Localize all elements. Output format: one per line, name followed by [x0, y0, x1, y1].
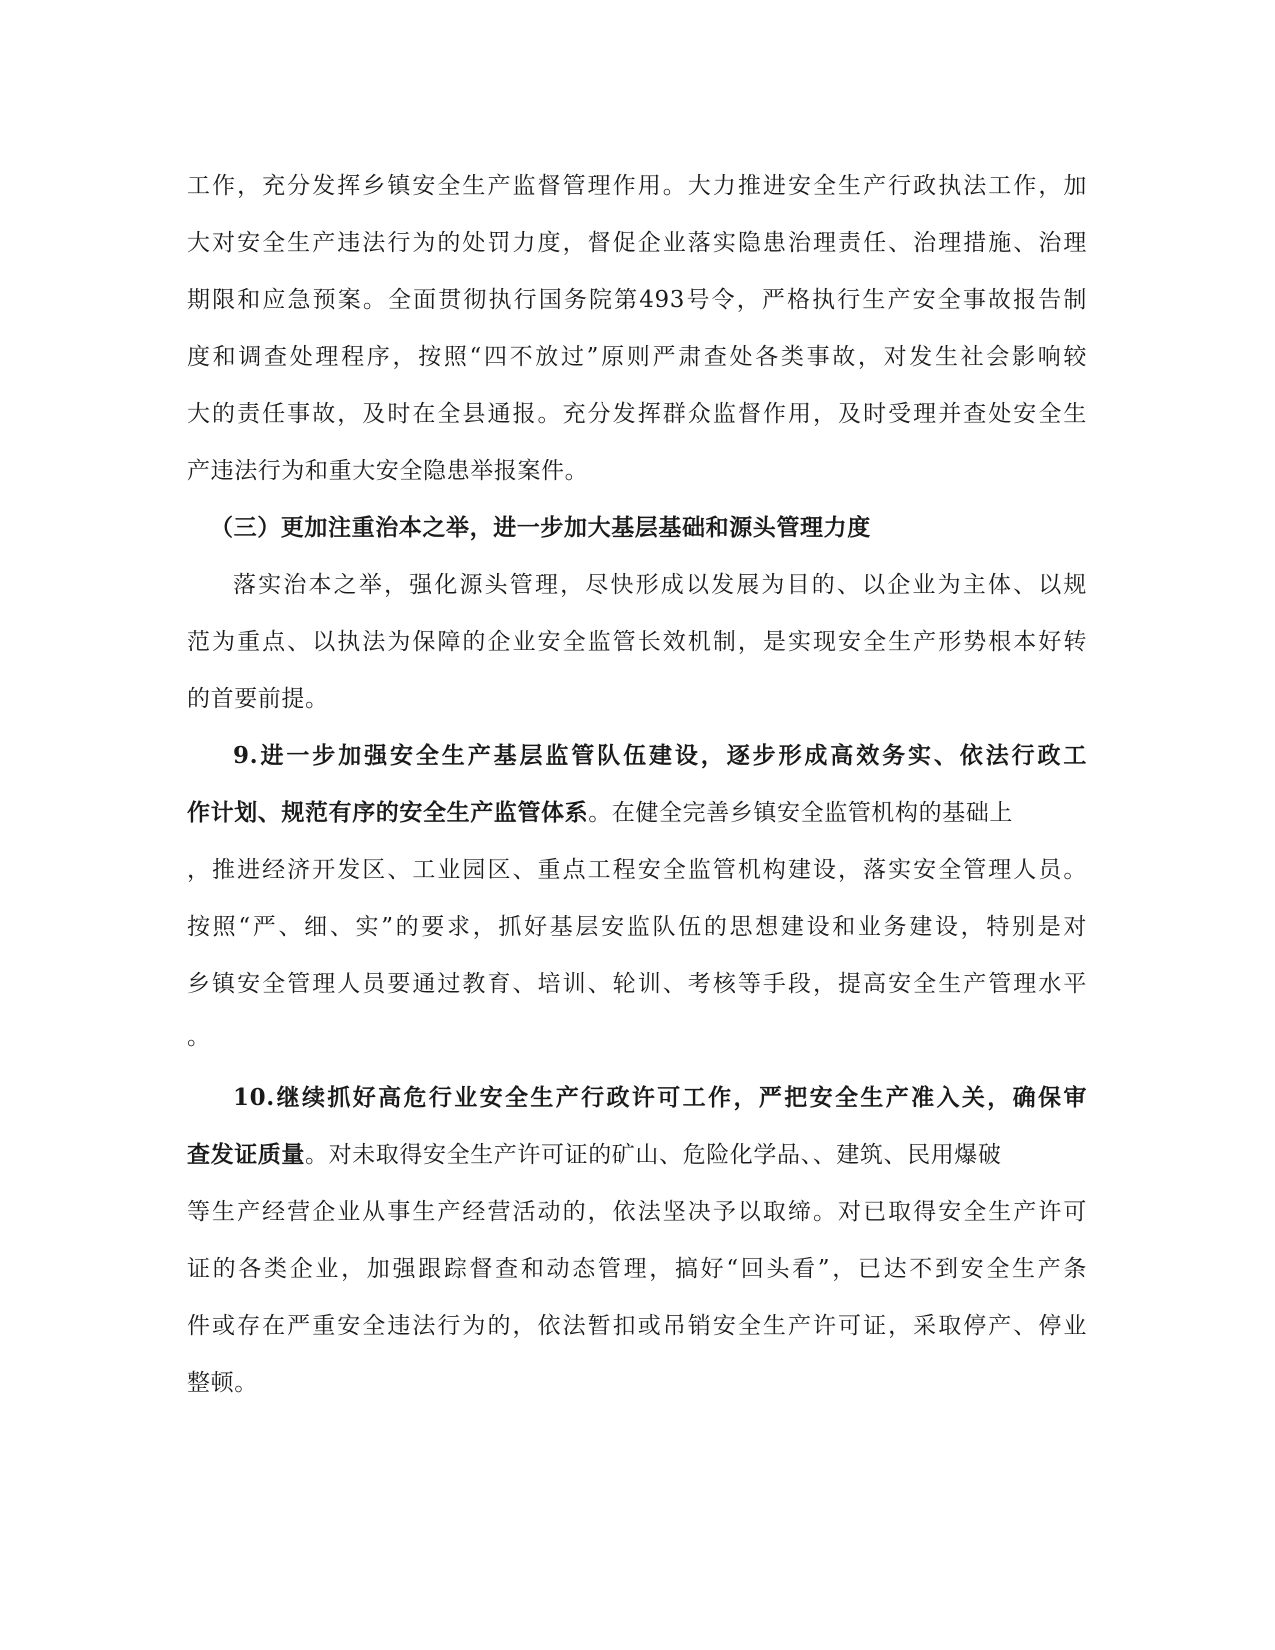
paragraph-line: 大对安全生产违法行为的处罚力度，督促企业落实隐患治理责任、治理措施、治理	[187, 230, 1087, 256]
paragraph-line: 整顿。	[187, 1370, 258, 1396]
item-heading-continued: 作计划、规范有序的安全生产监管体系	[187, 799, 589, 826]
paragraph-line: 件或存在严重安全违法行为的，依法暂扣或吊销安全生产许可证，采取停产、停业	[187, 1313, 1087, 1339]
item-heading: 10.继续抓好高危行业安全生产行政许可工作，严把安全生产准入关，确保审	[233, 1084, 1087, 1111]
paragraph-line: 度和调查处理程序，按照“四不放过”原则严肃查处各类事故，对发生社会影响较	[187, 344, 1087, 370]
item-heading: 9.进一步加强安全生产基层监管队伍建设，逐步形成高效务实、依法行政工	[233, 742, 1087, 769]
paragraph-line: 证的各类企业，加强跟踪督查和动态管理，搞好“回头看”，已达不到安全生产条	[187, 1256, 1087, 1282]
item-heading-continued: 查发证质量	[187, 1141, 305, 1168]
paragraph-line	[187, 798, 1087, 828]
paragraph-line: 等生产经营企业从事生产经营活动的，依法坚决予以取缔。对已取得安全生产许可	[187, 1199, 1087, 1225]
paragraph-text: 。在健全完善乡镇安全监管机构的基础上	[588, 800, 1014, 826]
paragraph-line: 工作，充分发挥乡镇安全生产监督管理作用。大力推进安全生产行政执法工作，加	[187, 173, 1087, 199]
paragraph-line: 落实治本之举，强化源头管理，尽快形成以发展为目的、以企业为主体、以规	[233, 572, 1087, 598]
paragraph-line: 范为重点、以执法为保障的企业安全监管长效机制，是实现安全生产形势根本好转	[187, 629, 1087, 655]
paragraph-line: 乡镇安全管理人员要通过教育、培训、轮训、考核等手段，提高安全生产管理水平	[187, 971, 1087, 997]
paragraph-text: 。对未取得安全生产许可证的矿山、危险化学品、、建筑、民用爆破	[305, 1142, 1002, 1168]
paragraph-line: 期限和应急预案。全面贯彻执行国务院第493号令，严格执行生产安全事故报告制	[187, 287, 1087, 313]
section-heading: （三）更加注重治本之举，进一步加大基层基础和源头管理力度	[210, 514, 871, 541]
paragraph-line: 产违法行为和重大安全隐患举报案件。	[187, 458, 589, 484]
paragraph-line: 大的责任事故，及时在全县通报。充分发挥群众监督作用，及时受理并查处安全生	[187, 401, 1087, 427]
paragraph-line: 。	[187, 1024, 211, 1050]
paragraph-line: ，推进经济开发区、工业园区、重点工程安全监管机构建设，落实安全管理人员。	[187, 857, 1087, 883]
paragraph-line: 按照“严、细、实”的要求，抓好基层安监队伍的思想建设和业务建设，特别是对	[187, 914, 1087, 940]
paragraph-line	[187, 1140, 1087, 1170]
paragraph-line: 的首要前提。	[187, 686, 329, 712]
